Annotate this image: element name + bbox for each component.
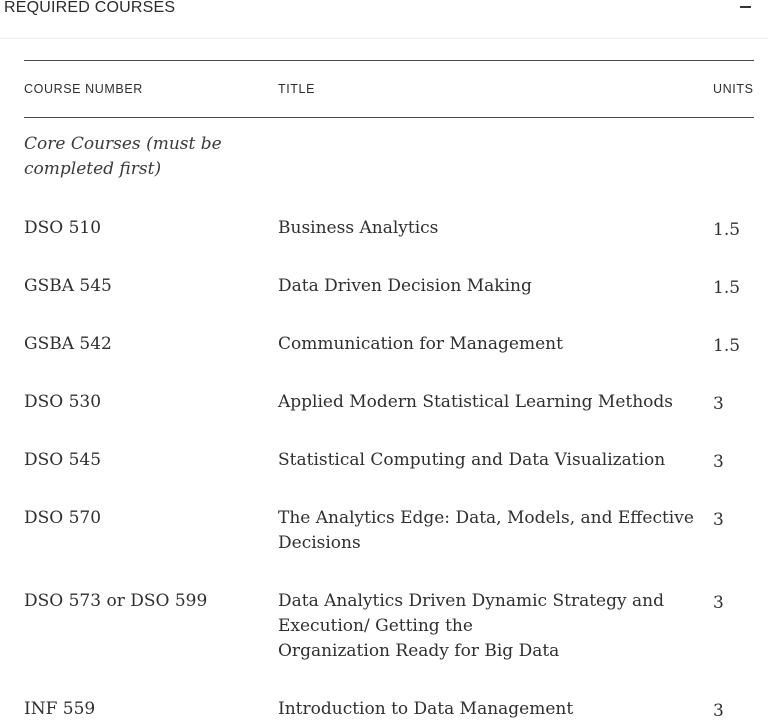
minus-icon[interactable]	[738, 0, 754, 14]
course-units: 1.5	[713, 220, 741, 240]
course-units: 3	[713, 701, 724, 721]
header-course-number: COURSE NUMBER	[24, 82, 143, 96]
group-label: Core Courses (must be completed first)	[24, 134, 222, 179]
course-title: Business Analytics	[278, 218, 439, 238]
course-units: 3	[713, 510, 724, 530]
course-title-line: Data Analytics Driven Dynamic Strategy and	[278, 591, 664, 611]
minus-bar	[740, 6, 751, 8]
course-title-line: Execution/ Getting the	[278, 616, 473, 636]
course-number: DSO 530	[24, 392, 102, 412]
course-units: 1.5	[713, 278, 741, 298]
table-header	[24, 61, 754, 118]
course-number: DSO 570	[24, 508, 102, 528]
course-number: DSO 510	[24, 218, 102, 238]
course-units: 1.5	[713, 336, 741, 356]
header-units: UNITS	[713, 82, 754, 96]
course-title: Communication for Management	[278, 334, 563, 354]
course-number: GSBA 542	[24, 334, 112, 354]
course-title: Introduction to Data Management	[278, 699, 574, 719]
course-title: Data Driven Decision Making	[278, 276, 532, 296]
course-number: INF 559	[24, 699, 96, 719]
courses-table	[24, 60, 754, 721]
course-number: DSO 545	[24, 450, 102, 470]
course-title	[278, 589, 698, 664]
course-title: The Analytics Edge: Data, Models, and Effective Decisions	[278, 508, 694, 553]
course-number: GSBA 545	[24, 276, 112, 296]
course-title: Applied Modern Statistical Learning Methods	[278, 392, 674, 412]
course-units: 3	[713, 452, 724, 472]
section-header[interactable]	[0, 0, 768, 39]
section-title: REQUIRED COURSES	[4, 0, 176, 16]
course-title-line: Organization Ready for Big Data	[278, 641, 560, 661]
course-title: Statistical Computing and Data Visualization	[278, 450, 666, 470]
course-number: DSO 573 or DSO 599	[24, 591, 208, 611]
course-units: 3	[713, 394, 724, 414]
header-title: TITLE	[278, 82, 316, 96]
course-units: 3	[713, 593, 724, 613]
